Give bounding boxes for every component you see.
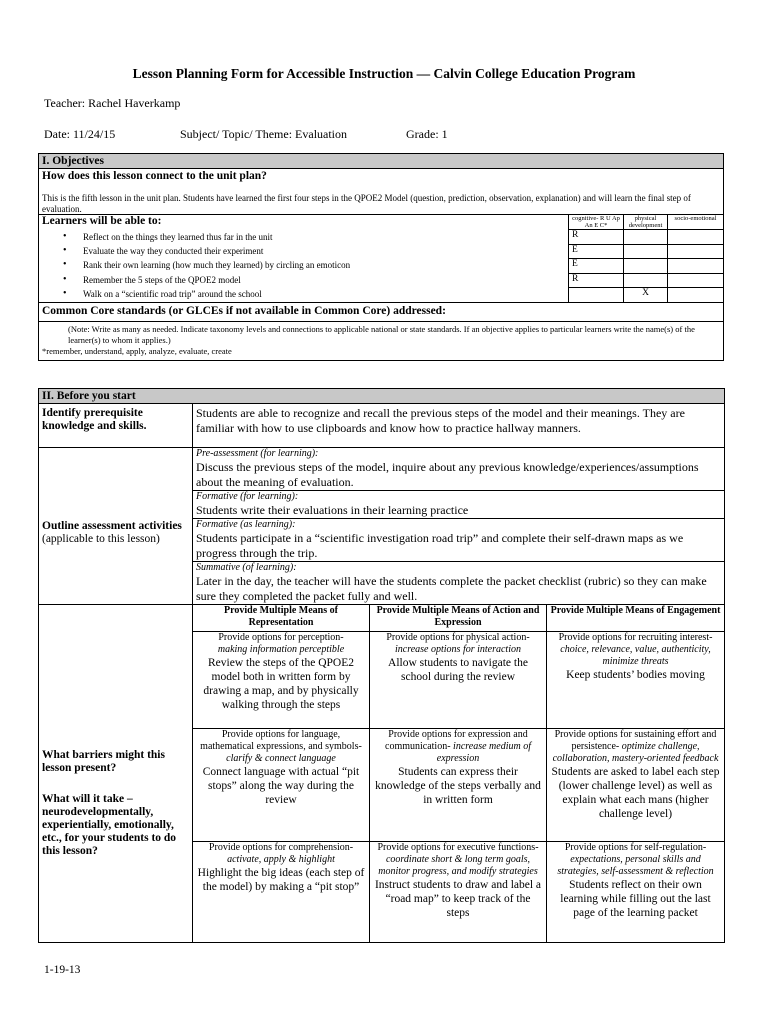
footer-code: 1-19-13	[44, 964, 81, 976]
subject-line: Subject/ Topic/ Theme: Evaluation	[180, 127, 348, 141]
phys-cell	[624, 244, 668, 259]
what-will-it-take-question: What will it take – neurodevelopmentally, experientially, emotionally, etc., for your students to do this lesson?	[42, 793, 177, 857]
col-physical: physical development	[624, 215, 668, 230]
udl-cell: Provide options for recruiting interest- choice, relevance, value, authenticity, minimize threats Keep students’ bodies moving	[547, 632, 725, 729]
udl-cell: Provide options for comprehension- activate, apply & highlight Highlight the big ideas (each step of the model) by making a “pit stop”	[193, 842, 370, 943]
cog-cell: E	[569, 244, 624, 259]
udl-cell: Provide options for perception- making information perceptible Review the steps of the QPOE2 model both in written form by drawing a map, and by physically walking through the steps	[193, 632, 370, 729]
barriers-question: What barriers might this lesson present?	[42, 749, 165, 774]
objectives-table	[38, 153, 724, 361]
grade-line: Grade: 1	[406, 127, 448, 141]
cog-cell: R	[569, 230, 624, 245]
phys-cell	[624, 230, 668, 245]
list-item: • Rank their own learning (how much they learned) by circling an emoticon	[83, 258, 568, 272]
summative-text: Later in the day, the teacher will have the students complete the packet checklist (rubric) so they can make sure they completed the packet fully and well.	[196, 574, 707, 603]
phys-cell	[624, 273, 668, 288]
summative-label: Summative (of learning):	[196, 562, 297, 573]
learner-objectives-grid	[39, 215, 723, 302]
standards-note: (Note: Write as many as needed. Indicate taxonomy levels and connections to applicable national or state standards. If an objective applies to particular learners write the name(s) of the learner(s) to whom it applies.)	[68, 323, 695, 345]
pre-assessment-text: Discuss the previous steps of the model, inquire about any previous knowledge/experiences/assumptions about the meaning of evaluation.	[196, 460, 699, 489]
formative-as-label: Formative (as learning):	[196, 519, 296, 530]
udl-cell: Provide options for executive functions- coordinate short & long term goals, monitor progress, and modify strategies Instruct students to draw and label a “road map” to keep track of the steps	[370, 842, 547, 943]
header-action-expression: Provide Multiple Means of Action and Expression	[370, 605, 547, 632]
udl-cell: Provide options for physical action- increase options for interaction Allow students to navigate the school during the review	[370, 632, 547, 729]
before-start-heading: II. Before you start	[39, 389, 725, 404]
date-line: Date: 11/24/15	[44, 127, 116, 141]
unit-plan-question: How does this lesson connect to the unit plan?	[42, 170, 267, 182]
soc-cell	[668, 244, 724, 259]
list-item: • Walk on a “scientific road trip” around the school	[83, 287, 568, 301]
pre-assessment-label: Pre-assessment (for learning):	[196, 448, 319, 459]
cog-cell	[569, 288, 624, 302]
formative-as-text: Students participate in a “scientific investigation road trip” and complete their self-drawn maps as we progress through the trip.	[196, 531, 684, 560]
cog-cell: R	[569, 273, 624, 288]
udl-cell: Provide options for language, mathematical expressions, and symbols- clarify & connect language Connect language with actual “pit stops” along the way during the review	[193, 729, 370, 842]
assessment-label: Outline assessment activities	[42, 520, 182, 532]
soc-cell	[668, 230, 724, 245]
list-item: • Reflect on the things they learned thus far in the unit	[83, 230, 568, 244]
formative-for-text: Students write their evaluations in their learning practice	[196, 503, 469, 517]
col-social: socio-emotional	[668, 215, 724, 230]
formative-for-label: Formative (for learning):	[196, 491, 299, 502]
list-item: • Evaluate the way they conducted their experiment	[83, 244, 568, 258]
cog-cell: E	[569, 259, 624, 274]
phys-cell	[624, 259, 668, 274]
col-cognitive: cognitive- R U Ap An E C*	[569, 215, 624, 230]
teacher-line: Teacher: Rachel Haverkamp	[44, 96, 181, 110]
soc-cell	[668, 273, 724, 288]
prereq-label: Identify prerequisite knowledge and skills.	[39, 404, 193, 448]
form-title: Lesson Planning Form for Accessible Instruction — Calvin College Education Program	[132, 66, 636, 81]
before-start-table	[38, 388, 725, 943]
udl-cell: Provide options for sustaining effort and persistence- optimize challenge, collaboration, mastery-oriented feedback Students are asked to label each step (lower challenge level) as well as explain what each mans (higher challenge level)	[547, 729, 725, 842]
standards-heading: Common Core standards (or GLCEs if not available in Common Core) addressed:	[39, 302, 724, 321]
unit-plan-answer: This is the fifth lesson in the unit plan. Students have learned the first four steps in the QPOE2 Model (question, prediction, observation, explanation) and will learn the final step of evaluation.	[42, 193, 691, 214]
objectives-heading: I. Objectives	[39, 154, 724, 169]
header-engagement: Provide Multiple Means of Engagement	[547, 605, 725, 632]
learners-heading: Learners will be able to:	[39, 215, 569, 230]
prereq-text: Students are able to recognize and recall the previous steps of the model and their meanings. They are familiar with how to use clipboards and know how to practice hallway manners.	[193, 404, 725, 448]
objective-list	[39, 230, 568, 302]
phys-cell: X	[624, 288, 668, 302]
assessment-sublabel: (applicable to this lesson)	[42, 533, 160, 545]
taxonomy-note: *remember, understand, apply, analyze, evaluate, create	[42, 345, 232, 356]
header-representation: Provide Multiple Means of Representation	[193, 605, 370, 632]
udl-cell: Provide options for expression and communication- increase medium of expression Students can express their knowledge of the steps verbally and in written form	[370, 729, 547, 842]
soc-cell	[668, 259, 724, 274]
list-item: • Remember the 5 steps of the QPOE2 model	[83, 273, 568, 287]
udl-cell: Provide options for self-regulation- expectations, personal skills and strategies, self-assessment & reflection Students reflect on their own learning while filling out the last page of the learning packet	[547, 842, 725, 943]
soc-cell	[668, 288, 724, 302]
